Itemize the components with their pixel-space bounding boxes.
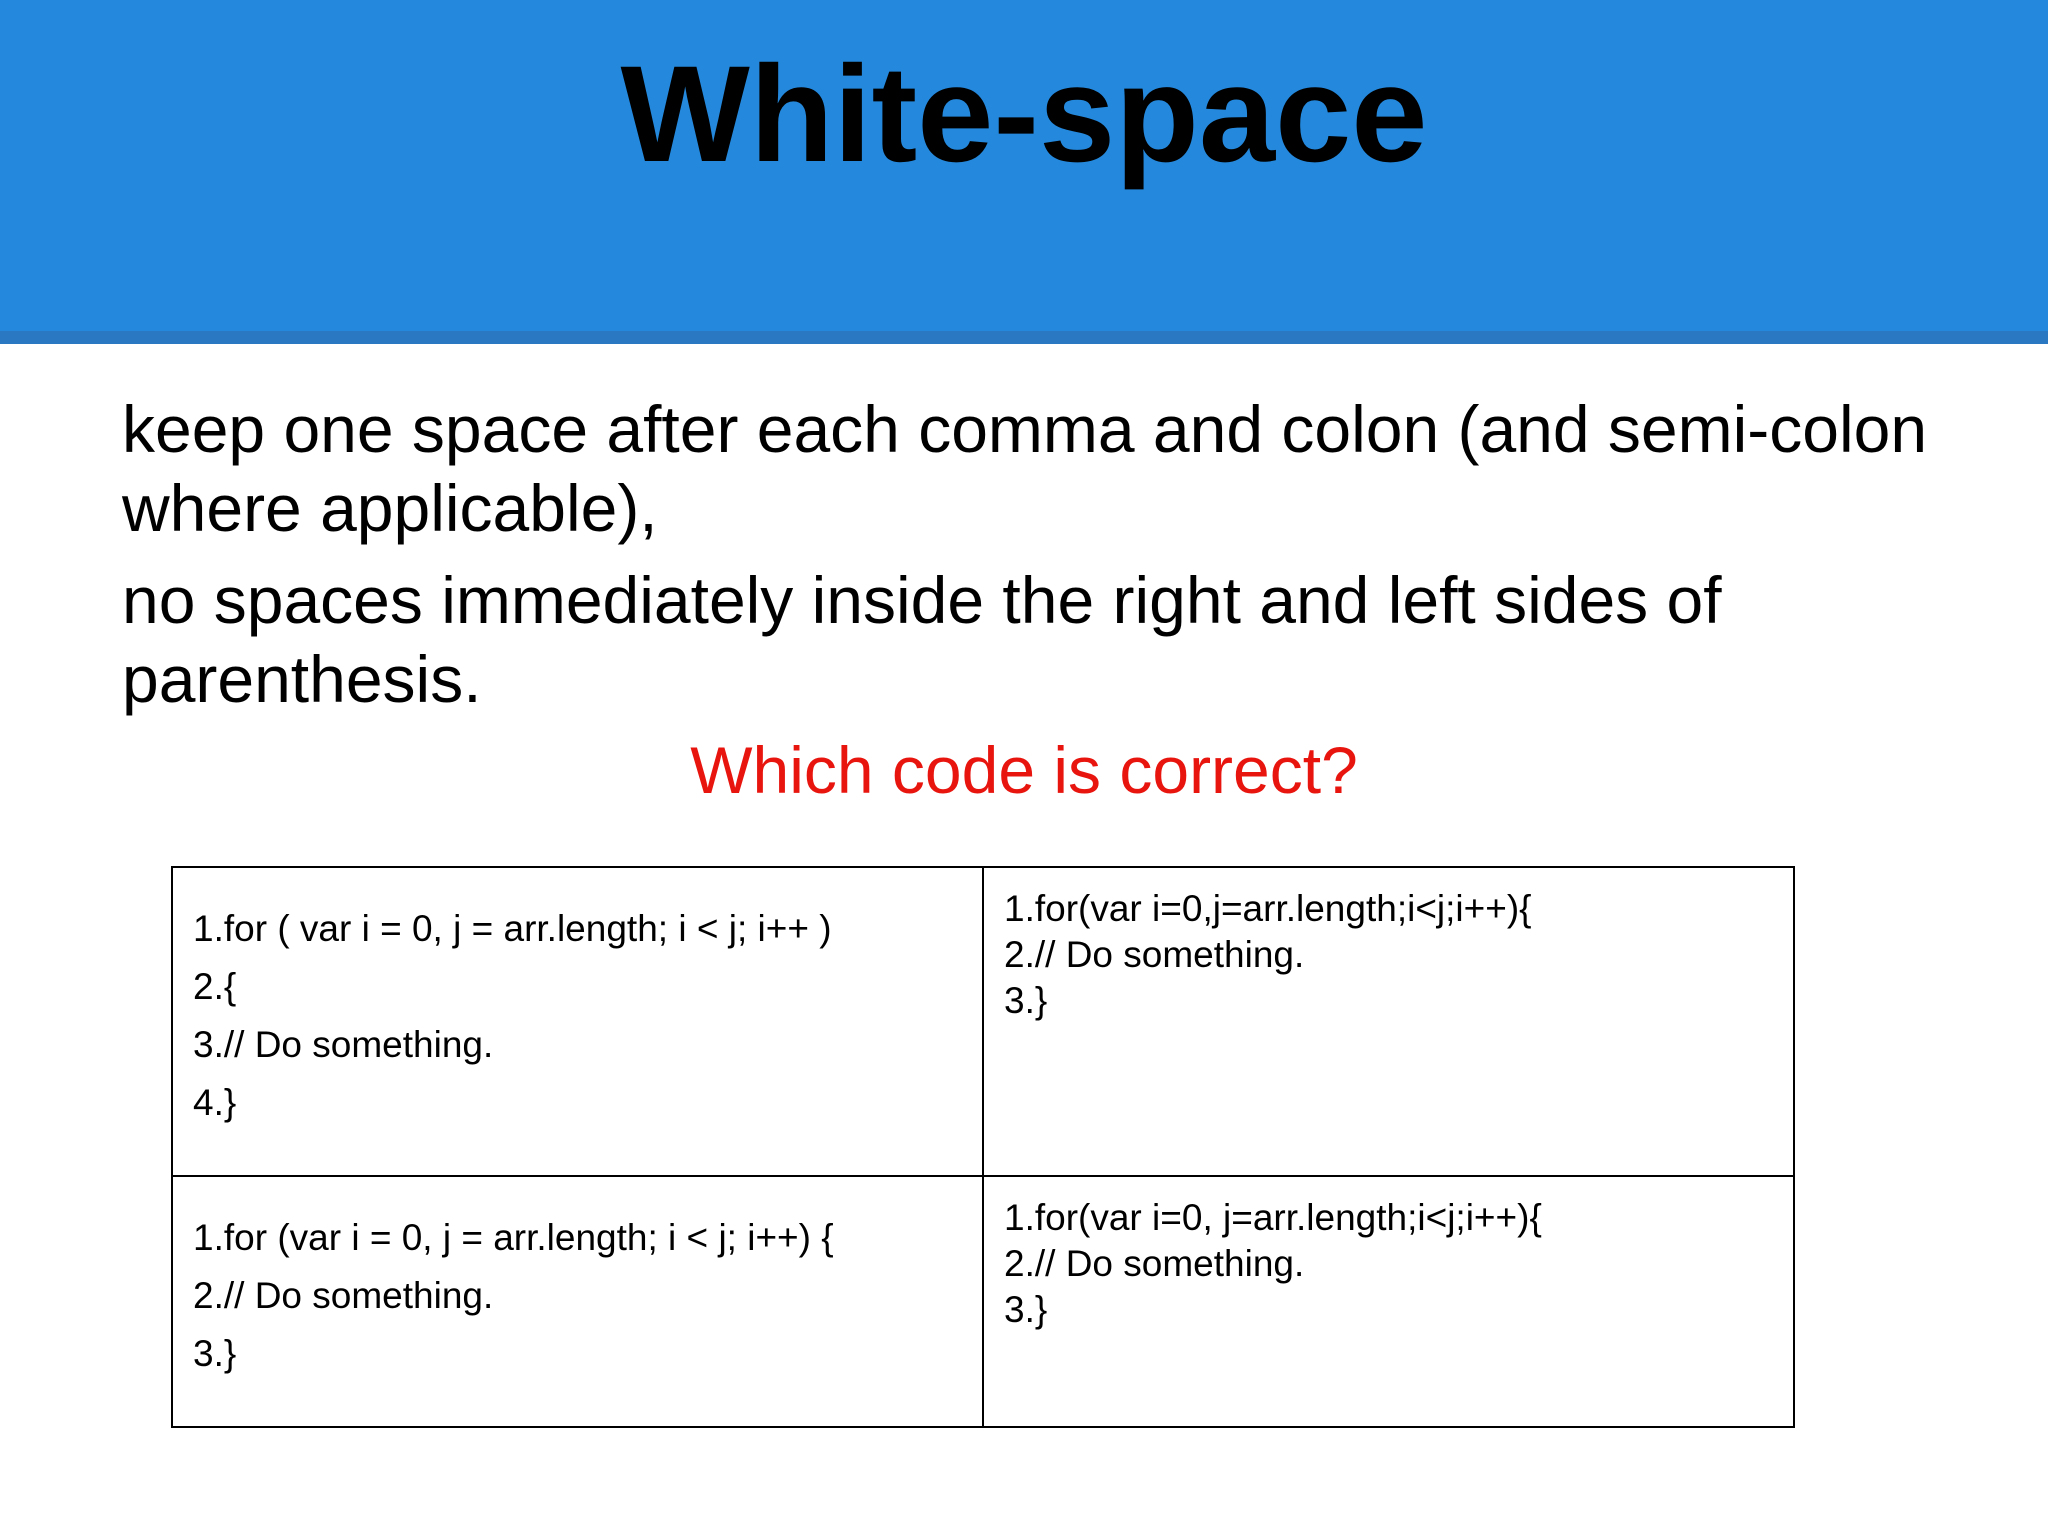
code-line: 1.for (var i = 0, j = arr.length; i < j; i++) { <box>193 1217 834 1258</box>
code-option-bottom-left <box>172 1176 983 1427</box>
code-option-top-right <box>983 867 1794 1176</box>
code-line: 1.for ( var i = 0, j = arr.length; i < j; i++ ) <box>193 908 832 949</box>
question-prompt: Which code is correct? <box>690 733 1358 807</box>
code-options-row <box>172 867 1794 1176</box>
title-banner-divider <box>0 331 2048 344</box>
code-line: 2.// Do something. <box>1004 934 1305 975</box>
code-line: 2.{ <box>193 966 237 1007</box>
code-options-row <box>172 1176 1794 1427</box>
code-line: 2.// Do something. <box>1004 1243 1305 1284</box>
code-line: 3.} <box>193 1333 237 1374</box>
code-option-bottom-right <box>983 1176 1794 1427</box>
slide-title: White-space <box>620 38 1428 191</box>
code-line: 4.} <box>193 1082 237 1123</box>
code-line: 3.} <box>1004 980 1048 1021</box>
guideline-paragraph-comma-spacing: keep one space after each comma and colon (and semi-colon where applicable), <box>122 392 1928 545</box>
code-options-table <box>171 866 1795 1428</box>
code-option-top-left <box>172 867 983 1176</box>
guideline-paragraph-parenthesis-spacing: no spaces immediately inside the right and left sides of parenthesis. <box>122 563 1722 716</box>
code-line: 2.// Do something. <box>193 1275 494 1316</box>
code-line: 1.for(var i=0, j=arr.length;i<j;i++){ <box>1004 1197 1542 1238</box>
code-line: 3.// Do something. <box>193 1024 494 1065</box>
code-line: 3.} <box>1004 1289 1048 1330</box>
code-line: 1.for(var i=0,j=arr.length;i<j;i++){ <box>1004 888 1532 929</box>
